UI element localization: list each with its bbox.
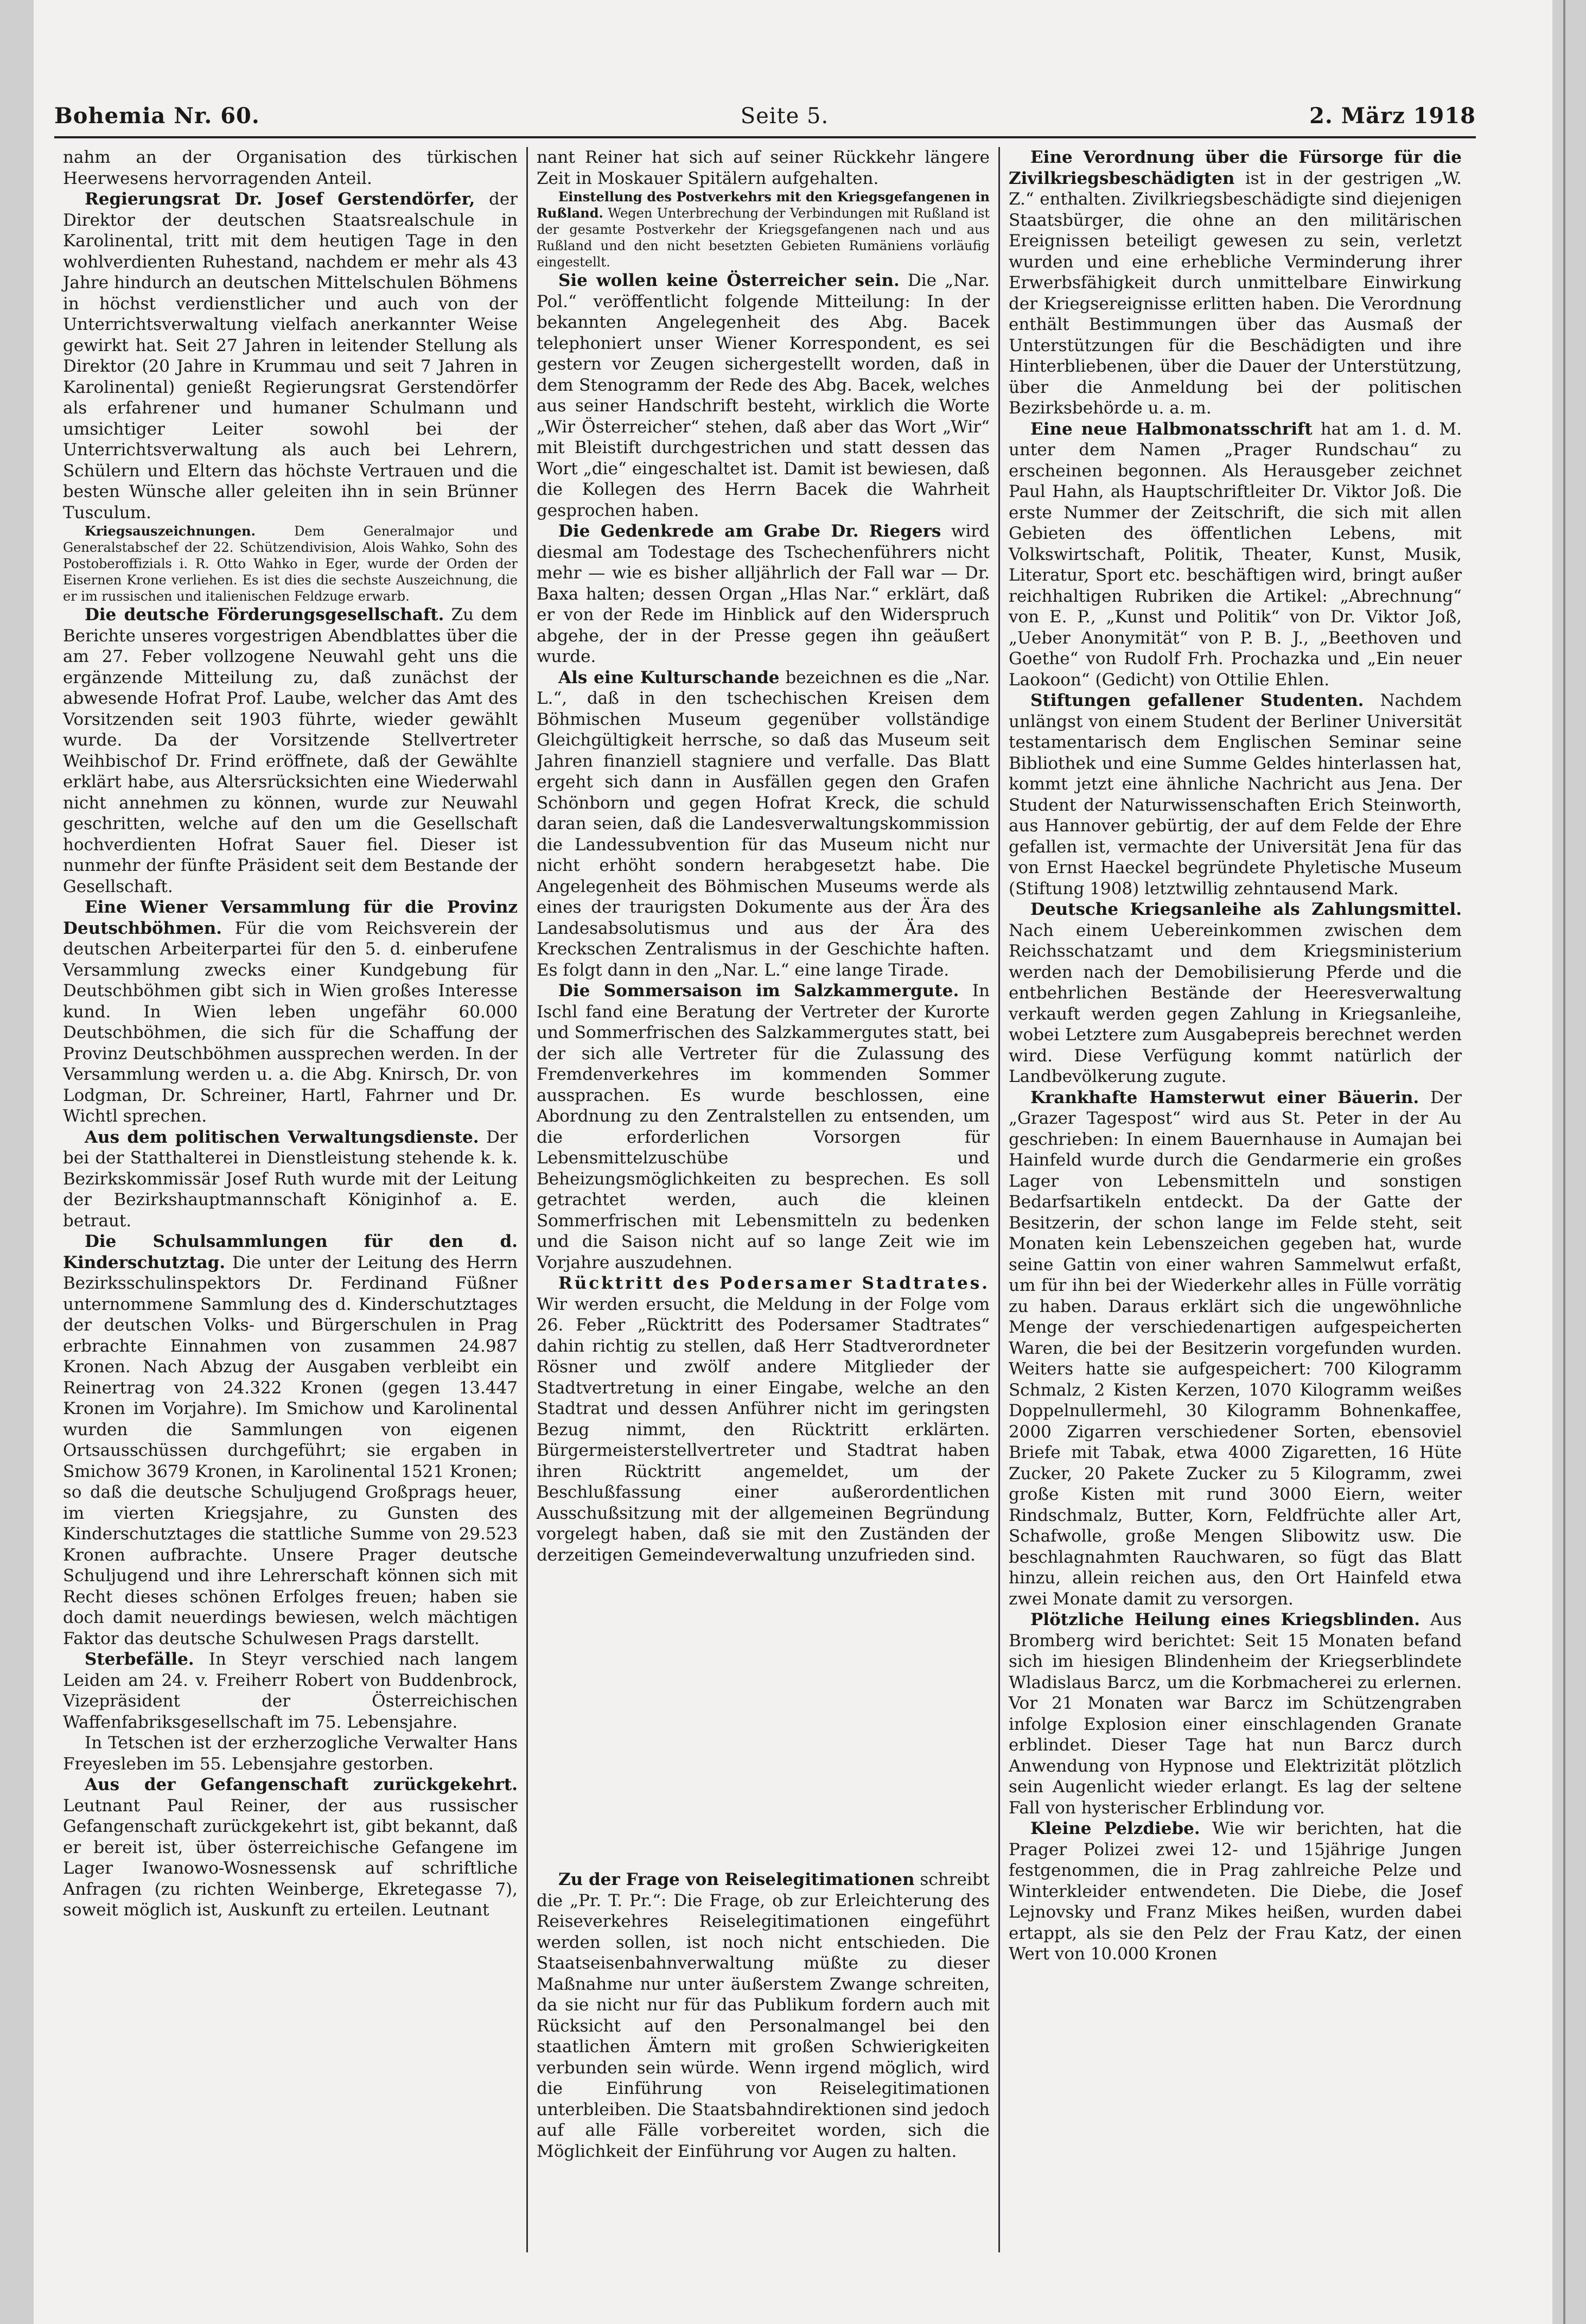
scan-edge-right: [1552, 0, 1586, 2324]
article-text: Nach einem Uebereinkommen zwischen dem Reichsschatzamt und dem Kriegsministerium werden nach der Demobilisierung Pferde und die entbehrlichen Bestände der Heeresverwaltung verkauft werden gegen Zahlung in Kriegsanleihe, wobei Letztere zum Ausgabepreis berechnet werden wird. Diese Verfügung kommt natürlich der Landbevölkerung zugute.: [1009, 920, 1462, 1086]
article-heading: Eine neue Halbmonatsschrift: [1030, 419, 1313, 439]
page-content: [54, 103, 1476, 2252]
article-oesterreicher: [537, 270, 990, 521]
article-text: Nachdem unlängst von einem Student der Berliner Universität testamentarisch dem Englischen Seminar seine Bibliothek und eine Summe Geldes hinterlassen hat, kommt jetzt eine ähnliche Nachricht aus Jena. Der Student der Naturwissenschaften Erich Steinworth, aus Hannover gebürtig, der auf dem Felde der Ehre gefallen ist, vermachte der Universität Jena für das von Ernst Haeckel begründete Phyletische Museum (Stiftung 1908) letztwillig zehntausend Mark.: [1009, 691, 1462, 899]
article-postverkehr: [537, 189, 990, 270]
article-heading: Kleine Pelzdiebe.: [1030, 1819, 1200, 1838]
article-heading: Deutsche Kriegsanleihe als Zahlungsmittel.: [1030, 900, 1462, 919]
article-kriegsblinder: [1009, 1609, 1462, 1818]
article-heading: Krankhafte Hamsterwut einer Bäuerin.: [1030, 1087, 1419, 1107]
article-tetschen: [63, 1733, 518, 1774]
article-kriegsanleihe: [1009, 899, 1462, 1087]
column-3: [998, 147, 1470, 2252]
article-text: In Tetschen ist der erzherzogliche Verwalter Hans Freyesleben im 55. Lebensjahre gestorben.: [63, 1733, 518, 1774]
page-header: [54, 103, 1476, 138]
article-kulturschande: [537, 667, 990, 981]
article-text: Die unter der Leitung des Herrn Bezirksschulinspektors Dr. Ferdinand Füßner unternommene Sammlung des d. Kinderschutztages der deutschen Volks- und Bürgerschulen in Prag erbrachte Einnahmen von zusammen 24.987 Kronen. Nach Abzug der Ausgaben verbleibt ein Reinertrag von 24.322 Kronen (gegen 13.447 Kronen im Vorjahre). Im Smichow und Karolinental wurden die Sammlungen von eigenen Ortsausschüssen durchgeführt; sie ergaben in Smichow 3679 Kronen, in Karolinental 1521 Kronen; so daß die deutsche Schuljugend Großprags heuer, im vierten Kriegsjahre, zu Gunsten des Kinderschutztages die stattliche Summe von 29.523 Kronen aufbrachte. Unsere Prager deutsche Schuljugend und ihre Lehrerschaft können sich mit Recht dieses schönen Erfolges freuen; haben sie doch damit neuerdings bewiesen, welch mächtigen Faktor das deutsche Schulwesen Prags darstellt.: [63, 1252, 518, 1648]
column-2: [526, 147, 998, 2252]
article-text: wird diesmal am Todestage des Tschechenführers nicht mehr — wie es bisher alljährlich der Fall war — Dr. Baxa halten; dessen Organ „Hlas Nar.“ erklärt, daß er von der Rede im Hinblick auf den Widerspruch abgehe, der in der Presse gegen ihn geäußert wurde.: [537, 521, 990, 666]
article-heading: Stiftungen gefallener Studenten.: [1030, 691, 1364, 710]
article-text: Dem Generalmajor und Generalstabschef der 22. Schützendivision, Alois Wahko, Sohn des Postoberoffizials i. R. Otto Wahko in Eger, wurde der Orden der Eisernen Krone verliehen. Es ist dies die sechste Auszeichnung, die er im russischen und italienischen Feldzuge erwarb.: [63, 524, 518, 604]
article-text: schreibt die „Pr. T. Pr.“: Die Frage, ob zur Erleichterung des Reiseverkehres Reiselegitimationen eingeführt werden sollen, ist noch nicht entschieden. Die Staatseisenbahnverwaltung müßte zu dieser Maßnahme nur unter äußerstem Zwange schreiten, da sie nicht nur für das Publikum fordern auch mit Rücksicht auf den Personalmangel bei den staatlichen Ämtern mit großen Schwierigkeiten verbunden sein würde. Wenn irgend möglich, wird die Einführung von Reiselegitimationen unterbleiben. Die Staatsbahndirektionen sind jedoch auf alle Fälle vorbereitet worden, sich die Möglichkeit der Einführung vor Augen zu halten.: [537, 1870, 990, 2161]
article-podersam: [537, 1273, 990, 1565]
article-text: Wir werden ersucht, die Meldung in der Folge vom 26. Feber „Rücktritt des Podersamer Stadtrates“ dahin richtig zu stellen, daß Herr Stadtverordneter Rösner und zwölf andere Mitglieder der Stadtvertretung in einer Eingabe, welche an den Stadtrat und dessen Anführer nicht im geringsten Bezug nimmt, den Rücktritt erklärten. Bürgermeisterstellvertreter und Stadtrat haben ihren Rücktritt angemeldet, um der Beschlußfassung einer außerordentlichen Ausschußsitzung mit der allgemeinen Begründung vorgelegt haben, daß sie mit den Zuständen der derzeitigen Gemeindeverwaltung unzufrieden sind.: [537, 1294, 990, 1565]
article-text: In Ischl fand eine Beratung der Vertreter der Kurorte und Sommerfrischen des Salzkammergutes statt, bei der sich alle Vertreter für die Zulassung des Fremdenverkehres im kommenden Sommer aussprachen. Es wurde beschlossen, eine Abordnung zu den Zentralstellen zu entsenden, um die erforderlichen Vorsorgen für Lebensmittelzuschübe und Beheizungsmöglichkeiten zu besprechen. Es soll getrachtet werden, auch die kleinen Sommerfrischen mit Lebensmitteln zu bedenken und die Saison nicht auf so lange Zeit wie im Vorjahre auszudehnen.: [537, 981, 990, 1272]
article-sterbefaelle: [63, 1649, 518, 1733]
article-verwaltungsdienst: [63, 1127, 518, 1232]
article-sommersaison: [537, 980, 990, 1273]
article-heading: Plötzliche Heilung eines Kriegsblinden.: [1030, 1610, 1421, 1629]
article-text: der Direktor der deutschen Staatsrealschule in Karolinental, tritt mit dem heutigen Tage in den wohlverdienten Ruhestand, nachdem er mehr als 43 Jahre hindurch an deutschen Mittelschulen Böhmens in höchst verdienstlicher und auch von der Unterrichtsverwaltung vielfach anerkannter Weise gewirkt hat. Seit 27 Jahren in leitender Stellung als Direktor (20 Jahre in Krummau und seit 7 Jahren in Karolinental) genießt Regierungsrat Gerstendörfer als erfahrener und humaner Schulmann und umsichtiger Leiter sowohl bei der Unterrichtsverwaltung als auch bei Lehrern, Schülern und Eltern das höchste Vertrauen und die besten Wünsche aller geleiten ihn in sein Brünner Tusculum.: [63, 189, 518, 523]
scan-edge-left: [0, 0, 34, 2324]
article-heading: Einstellung des Postverkehrs mit den Kriegsgefangenen in Rußland.: [537, 189, 990, 221]
article-heading: Die deutsche Förderungsgesellschaft.: [85, 605, 444, 625]
column-1: [54, 147, 526, 2252]
article-kriegsauszeichnungen: [63, 523, 518, 604]
article-text: Aus Bromberg wird berichtet: Seit 15 Monaten befand sich im hiesigen Blindenheim der Kriegserblindete Wladislaus Barcz, um die Korbmacherei zu erlernen. Vor 21 Monaten war Barcz im Schützengraben infolge Explosion einer einschlagenden Granate erblindet. Dieser Tage hat nun Barcz durch Anwendung von Hypnose und Elektrizität plötzlich sein Augenlicht wieder erlangt. Es lag der seltene Fall von hysterischer Erblindung vor.: [1009, 1610, 1462, 1818]
article-hamsterwut: [1009, 1087, 1462, 1610]
article-text: bezeichnen es die „Nar. L.“, daß in den tschechischen Kreisen dem Böhmischen Museum gegenüber vollständige Gleichgültigkeit herrsche, so daß das Museum seit Jahren finanziell stagniere und verfalle. Das Blatt ergeht sich dann in Ausfällen gegen den Grafen Schönborn und gegen Hofrat Kreck, die schuld daran seien, daß die Landesverwaltungskommission die Landessubvention für das Museum nicht nur nicht erhöht sondern herabgesetzt habe. Die Angelegenheit des Böhmischen Museums werde als eines der traurigsten Dokumente aus der Ära des Landesabsolutismus und aus der Ära des Kreckschen Zentralismus in der Geschichte haften. Es folgt dann in den „Nar. L.“ eine lange Tirade.: [537, 667, 990, 980]
article-heading: Aus dem politischen Verwaltungsdienste.: [85, 1127, 479, 1147]
article-heading: Sterbefälle.: [85, 1650, 194, 1669]
article-schulsammlungen: [63, 1231, 518, 1649]
article-text: hat am 1. d. M. unter dem Namen „Prager Rundschau“ zu erscheinen begonnen. Als Herausgeber zeichnet Paul Hahn, als Hauptschriftleiter Dr. Viktor Joß. Die erste Nummer der Zeitschrift, die sich mit allen Gebieten des öffentlichen Lebens, mit Volkswirtschaft, Politik, Theater, Kunst, Musik, Literatur, Sport etc. beschäftigen wird, bringt außer reichhaltigen Rubriken die Artikel: „Abrechnung“ von E. P., „Kunst und Politik“ von Dr. Viktor Joß, „Ueber Anonymität“ von P. B. J., „Beethoven und Goethe“ von Rudolf Frh. Prochazka und „Ein neuer Laokoon“ (Gedicht) von Ottilie Ehlen.: [1009, 419, 1462, 690]
article-wiener-versammlung: [63, 897, 518, 1127]
article-gedenkrede: [537, 521, 990, 667]
article-heading: Regierungsrat Dr. Josef Gerstendörfer,: [85, 189, 475, 209]
article-gefangenschaft: [63, 1774, 518, 1921]
article-heading: Rücktritt des Podersamer Stadtrates.: [558, 1274, 990, 1293]
article-heading: Eine Verordnung über die Fürsorge für die Zivilkriegsbeschädigten: [1009, 148, 1462, 188]
article-reiselegitimationen: [537, 1869, 990, 2162]
article-heading: Sie wollen keine Österreicher sein.: [558, 271, 900, 290]
article-continuation: nant Reiner hat sich auf seiner Rückkehr längere Zeit in Moskauer Spitälern aufgehalten.: [537, 148, 990, 188]
article-text: Der bei der Statthalterei in Dienstleistung stehende k. k. Bezirkskommissär Josef Ruth wurde mit der Leitung der Bezirkshauptmannschaft Königinhof a. E. betraut.: [63, 1127, 518, 1231]
article-stiftungen: [1009, 690, 1462, 899]
issue-date: 2. März 1918: [1309, 103, 1476, 129]
article-text: Wie wir berichten, hat die Prager Polizei zwei 12- und 15jährige Jungen festgenommen, die in Prag zahlreiche Pelze und Winterkleider entwendeten. Die Diebe, die Josef Lejnovsky und Franz Mikes heißen, wurden dabei ertappt, als sie den Pelz der Frau Katz, der einen Wert von 10.000 Kronen: [1009, 1819, 1462, 1964]
article-continuation: nahm an der Organisation des türkischen Heerwesens hervorragenden Anteil.: [63, 148, 518, 188]
article-heading: Kriegsauszeichnungen.: [85, 523, 256, 539]
article-gerstendoerfer: [63, 189, 518, 523]
article-halbmonatsschrift: [1009, 419, 1462, 691]
page-number: Seite 5.: [740, 104, 829, 129]
article-text: Die „Nar. Pol.“ veröffentlicht folgende Mitteilung: In der bekannten Angelegenheit des Abg. Bacek telephoniert unser Wiener Korrespondent, es sei gestern vor Zeugen sichergestellt worden, daß in dem Stenogramm der Rede des Abg. Bacek, welches aus seiner Handschrift besteht, wirklich die Worte „Wir Österreicher“ stehen, daß aber das Wort „Wir“ mit Bleistift durchgestrichen und statt dessen das Wort „die“ eingeschaltet ist. Damit ist bewiesen, daß die Kollegen des Herrn Bacek die Wahrheit gesprochen haben.: [537, 271, 990, 520]
article-heading: Zu der Frage von Reiselegitimationen: [558, 1870, 915, 1889]
article-text: Zu dem Berichte unseres vorgestrigen Abendblattes über die am 27. Feber vollzogene Neuwahl geht uns die ergänzende Mitteilung zu, daß zunächst der abwesende Hofrat Prof. Laube, welcher das Amt des Vorsitzenden seit 1903 führte, wieder gewählt wurde. Da der Vorsitzende Stellvertreter Weihbischof Dr. Frind eröffnete, daß der Gewählte erklärt habe, aus Altersrücksichten eine Wiederwahl nicht annehmen zu können, wurde zur Neuwahl geschritten, welche auf den um die Gesellschaft hochverdienten Hofrat Sauer fiel. Dieser ist nunmehr der fünfte Präsident seit dem Bestande der Gesellschaft.: [63, 605, 518, 896]
article-pelzdiebe: [1009, 1818, 1462, 1965]
article-heading: Eine Wiener Versammlung für die Provinz Deutschböhmen.: [63, 897, 518, 938]
article-text: Leutnant Paul Reiner, der aus russischer Gefangenschaft zurückgekehrt ist, gibt bekannt, daß er bereit ist, über österreichische Gefangene im Lager Iwanowo-Wosnessensk auf schriftliche Anfragen (zu richten Weinberge, Ekretegasse 7), soweit möglich ist, Auskunft zu erteilen. Leutnant: [63, 1795, 518, 1920]
article-text: Für die vom Reichsverein der deutschen Arbeiterpartei für den 5. d. einberufene Versammlung zwecks einer Kundgebung für Deutschböhmen gibt sich in Wien großes Interesse kund. In Wien leben ungefähr 60.000 Deutschböhmen, die sich für die Schaffung der Provinz Deutschböhmen aussprechen werden. In der Versammlung werden u. a. die Abg. Knirsch, Dr. von Lodgman, Dr. Schreiner, Hartl, Fahrner und Dr. Wichtl sprechen.: [63, 918, 518, 1126]
masthead-issue: Bohemia Nr. 60.: [54, 103, 260, 129]
article-heading: Die Sommersaison im Salzkammergute.: [558, 981, 959, 1001]
article-columns: [54, 147, 1476, 2252]
article-text: ist in der gestrigen „W. Z.“ enthalten. Zivilkriegsbeschädigte sind diejenigen Staatsbürger, die ohne an den militärischen Ereignissen beteiligt gewesen zu sein, verletzt wurden und eine erhebliche Verminderung ihrer Erwerbsfähigkeit durch unmittelbare Einwirkung der Kriegsereignisse erlitten haben. Die Verordnung enthält Bestimmungen über das Ausmaß der Unterstützungen für die Beschädigten und ihre Hinterbliebenen, über die Dauer der Unterstützung, über die Anmeldung bei der politischen Bezirksbehörde u. a. m.: [1009, 168, 1462, 418]
article-heading: Die Schulsammlungen für den d. Kinderschutztag.: [63, 1232, 518, 1272]
article-text: In Steyr verschied nach langem Leiden am 24. v. Freiherr Robert von Buddenbrock, Vizepräsident der Österreichischen Waffenfabriksgesellschaft im 75. Lebensjahre.: [63, 1650, 518, 1732]
article-heading: Aus der Gefangenschaft zurückgekehrt.: [85, 1775, 518, 1794]
article-heading: Die Gedenkrede am Grabe Dr. Riegers: [558, 521, 941, 541]
article-text: Wegen Unterbrechung der Verbindungen mit Rußland ist der gesamte Postverkehr der Kriegsgefangenen nach und aus Rußland und den nicht besetzten Gebieten Rumäniens vorläufig eingestellt.: [537, 206, 990, 270]
article-text: Der „Grazer Tagespost“ wird aus St. Peter in der Au geschrieben: In einem Bauernhause in Aumajan bei Hainfeld wurde durch die Gendarmerie ein großes Lager von Lebensmitteln und sonstigen Bedarfsartikeln entdeckt. Da der Gatte der Besitzerin, der schon lange im Felde steht, seit Monaten kein Lebenszeichen gegeben hat, wurde seine Gattin von einer wahren Sammelwut erfaßt, um für ihn bei der Wiederkehr alles in Fülle vorrätig zu haben. Daraus erklärt sich die ungewöhnliche Menge der verschiedenartigen aufgespeicherten Waren, die bei der Besitzerin vorgefunden wurden. Weiters hatte sie aufgespeichert: 700 Kilogramm Schmalz, 2 Kisten Kerzen, 1070 Kilogramm weißes Doppelnullermehl, 30 Kilogramm Bohnenkaffee, 2000 Zigarren verschiedener Sorten, ebensoviel Briefe mit Tabak, etwa 4000 Zigaretten, 16 Hüte Zucker, 20 Pakete Zucker zu 5 Kilogramm, zwei große Kisten mit rund 3000 Eiern, weiter Rindschmalz, Butter, Korn, Feldfrüchte aller Art, Schafwolle, große Mengen Slibowitz usw. Die beschlagnahmten Rauchwaren, so fügt das Blatt hinzu, allein reichen aus, den Ort Hainfeld etwa zwei Monate damit zu versorgen.: [1009, 1087, 1462, 1609]
column-blank-space: [537, 1565, 990, 1869]
article-zivilkriegsbeschaedigte: [1009, 147, 1462, 419]
article-foerderungsgesellschaft: [63, 604, 518, 897]
article-heading: Als eine Kulturschande: [558, 667, 780, 687]
